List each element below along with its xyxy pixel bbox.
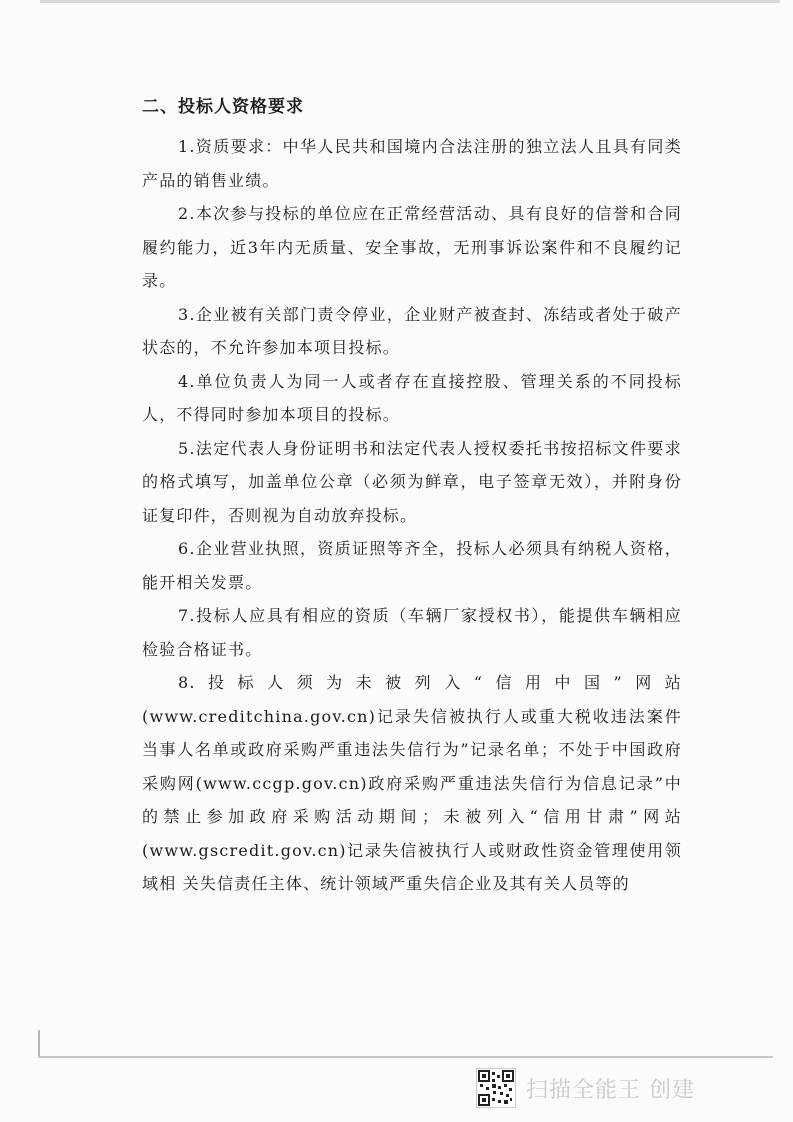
- paragraph-7: 7.投标人应具有相应的资质（车辆厂家授权书），能提供车辆相应检验合格证书。: [142, 606, 682, 659]
- document-content: [142, 92, 682, 901]
- scanner-watermark: [476, 1066, 726, 1110]
- qr-code-icon: [476, 1068, 516, 1108]
- watermark-text: 扫描全能王 创建: [526, 1077, 695, 1103]
- section-heading: 二、投标人资格要求: [142, 97, 304, 117]
- paragraph-2: 2.本次参与投标的单位应在正常经营活动、具有良好的信誉和合同履约能力，近3年内无质量、安全事故，无刑事诉讼案件和不良履约记录。: [142, 204, 682, 290]
- paragraph-5: 5.法定代表人身份证明书和法定代表人授权委托书按招标文件要求的格式填写，加盖单位公章（必须为鲜章，电子签章无效），并附身份证复印件，否则视为自动放弃投标。: [142, 438, 682, 525]
- paragraph-3: 3.企业被有关部门责令停业，企业财产被查封、冻结或者处于破产状态的，不允许参加本项目投标。: [142, 304, 682, 357]
- paragraph-8: 8.投标人须为未被列入“信用中国”网站(www.creditchina.gov.cn)记录失信被执行人或重大税收违法案件当事人名单或政府采购严重违法失信行为”记录名单；不处于中国政府采购网(www.ccgp.gov.cn)政府采购严重违法失信行为信息记录”中的禁止参加政府采购活动期间；未被列入“信用甘肃”网站(www.gscredit.gov.cn)记录失信被执行人或财政性资金管理使用领域相 关失信责任主体、统计领域严重失信企业及其有关人员等的: [142, 673, 682, 893]
- paragraph-1: 1.资质要求：中华人民共和国境内合法注册的独立法人且具有同类产品的销售业绩。: [142, 137, 682, 190]
- scan-edge-left: [38, 1030, 40, 1058]
- paragraph-4: 4.单位负责人为同一人或者存在直接控股、管理关系的不同投标人，不得同时参加本项目的投标。: [142, 371, 682, 424]
- scan-edge-top: [40, 0, 780, 3]
- scan-edge-bottom: [38, 1056, 773, 1058]
- paragraph-6: 6.企业营业执照，资质证照等齐全，投标人必须具有纳税人资格，能开相关发票。: [142, 539, 682, 592]
